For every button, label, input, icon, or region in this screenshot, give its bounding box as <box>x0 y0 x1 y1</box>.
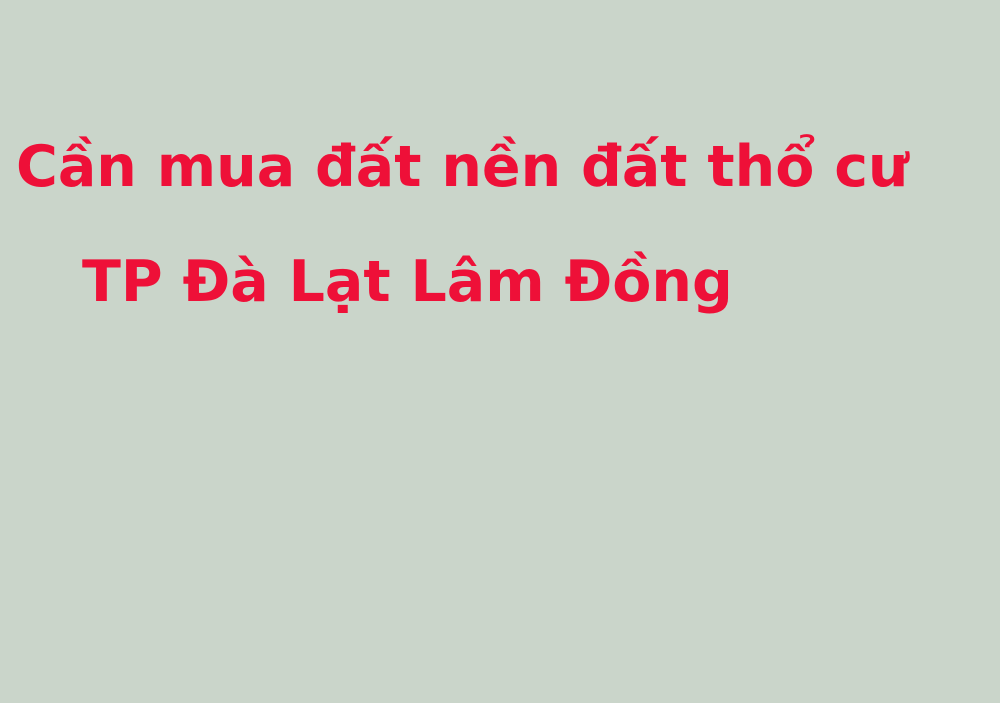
headline-line-2: TP Đà Lạt Lâm Đồng <box>82 249 733 315</box>
headline-line-1: Cần mua đất nền đất thổ cư <box>16 134 909 200</box>
